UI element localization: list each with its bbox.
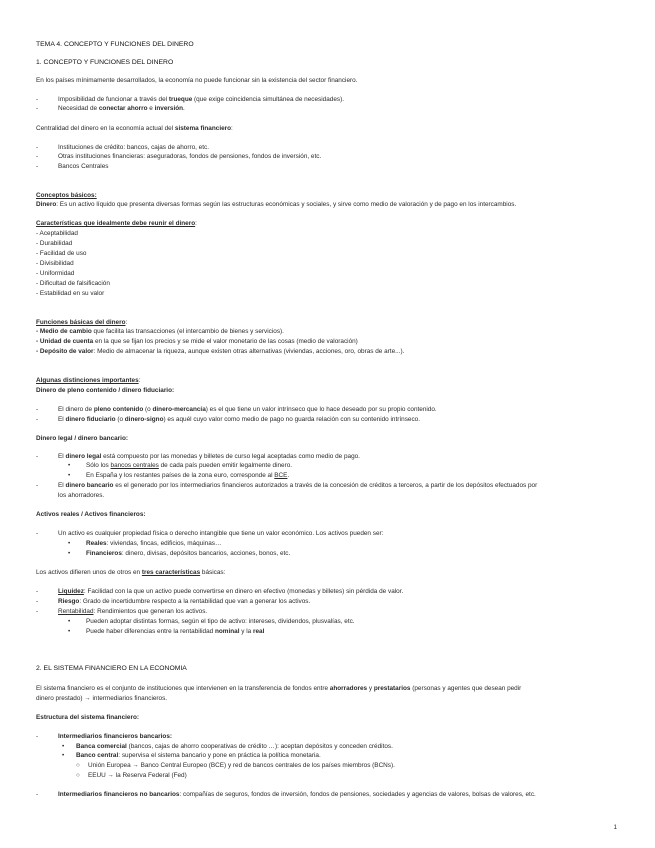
paragraph: Centralidad del dinero en la economía actual del sistema financiero: (36, 125, 233, 132)
list-item: Puede haber diferencias entre la rentabilidad nominal y la real (86, 628, 265, 635)
list-bullet: - (36, 733, 39, 740)
list-bullet: - (36, 598, 39, 605)
legal-heading: Dinero legal / dinero bancario: (36, 435, 128, 442)
list-bullet: - (36, 608, 39, 615)
list-item: Unión Europea → Banco Central Europeo (BCE) y red de bancos centrales de los países miembros (BCNs). (88, 762, 395, 769)
list-item: Liquidez: Facilidad con la que un activo puede convertirse en dinero en efectivo (monedas y billetes) sin pérdida de valor. (58, 588, 404, 595)
document-title: TEMA 4. CONCEPTO Y FUNCIONES DEL DINERO (36, 41, 194, 48)
list-bullet: ○ (76, 762, 80, 769)
list-item: Rentabilidad: Rendimientos que generan los activos. (58, 608, 208, 615)
list-item: En España y los restantes países de la zona euro, corresponde al BCE. (86, 472, 290, 479)
list-bullet: - (36, 791, 39, 798)
list-bullet: • (68, 540, 71, 547)
list-item: Bancos Centrales (58, 163, 109, 170)
list-bullet: • (68, 462, 71, 469)
paragraph: El sistema financiero es el conjunto de instituciones que intervienen en la transferencia de fondos entre ahorradores y prestatarios (personas y agentes que desean pedir (36, 685, 522, 692)
page-number: 1 (613, 824, 617, 831)
list-item: - Depósito de valor: Medio de almacenar la riqueza, aunque existen otras alternativas (viviendas, acciones, oro, obras de arte...). (36, 348, 405, 355)
list-item: Intermediarios financieros no bancarios: compañías de seguros, fondos de inversión, fondos de pensiones, sociedades y agencias de valores, bolsas de valores, etc. (58, 791, 536, 798)
list-item: Reales: viviendas, fincas, edificios, máquinas… (86, 540, 222, 547)
list-bullet: - (36, 453, 39, 460)
list-bullet: - (36, 96, 39, 103)
list-item: - Aceptabilidad (36, 230, 78, 237)
list-item: Pueden adoptar distintas formas, según el tipo de activo: intereses, dividendos, plusvalías, etc. (86, 618, 355, 625)
list-bullet: - (36, 530, 39, 537)
list-item: - Dificultad de falsificación (36, 280, 110, 287)
paragraph-continuation: dinero prestado) → intermediarios financieros. (36, 695, 168, 702)
list-item-continuation: los ahorradores. (58, 492, 105, 499)
list-item: - Unidad de cuenta en la que se fijan los precios y se mide el valor monetario de las cosas (medio de valoración) (36, 338, 358, 345)
list-bullet: - (36, 406, 39, 413)
list-bullet: • (68, 472, 71, 479)
list-bullet: - (36, 482, 39, 489)
list-bullet: • (62, 752, 65, 759)
funciones-heading: Funciones básicas del dinero: (36, 319, 128, 326)
list-item: El dinero bancario es el generado por los intermediarios financieros autorizados a través de la concesión de créditos a terceros, a partir de los depósitos efectuados por (58, 482, 538, 489)
distinciones-heading: Algunas distinciones importantes: (36, 377, 141, 384)
list-item: Intermediarios financieros bancarios: (58, 733, 173, 740)
list-item: El dinero fiduciario (o dinero-signo) es aquél cuyo valor como medio de pago no guarda relación con su contenido intrínseco. (58, 416, 420, 423)
list-bullet: - (36, 105, 39, 112)
list-item: Banca comercial (bancos, cajas de ahorro cooperativas de crédito …): aceptan depósitos y conceden créditos. (76, 743, 393, 750)
list-item: El dinero legal está compuesto por las monedas y billetes de curso legal aceptadas como medio de pago. (58, 453, 360, 460)
list-item: Imposibilidad de funcionar a través del trueque (que exige coincidencia simultánea de necesidades). (58, 96, 344, 103)
paragraph: Los activos difieren unos de otros en tres características básicas: (36, 569, 226, 576)
list-item: Un activo es cualquier propiedad física o derecho intangible que tiene un valor económico. Los activos pueden ser: (58, 530, 384, 537)
caracteristicas-heading: Características que idealmente debe reunir el dinero: (36, 220, 197, 227)
list-bullet: - (36, 153, 39, 160)
section-2-heading: 2. EL SISTEMA FINANCIERO EN LA ECONOMIA (36, 665, 187, 672)
list-item: - Medio de cambio que facilita las transacciones (el intercambio de bienes y servicios). (36, 328, 284, 335)
list-bullet: - (36, 144, 39, 151)
list-bullet: • (68, 618, 71, 625)
list-item: Financieros: dinero, divisas, depósitos bancarios, acciones, bonos, etc. (86, 550, 291, 557)
activos-heading: Activos reales / Activos financieros: (36, 511, 146, 518)
list-item: Sólo los bancos centrales de cada país pueden emitir legalmente dinero. (86, 462, 293, 469)
list-bullet: • (62, 743, 65, 750)
pleno-heading: Dinero de pleno contenido / dinero fiduciario: (36, 387, 175, 394)
list-bullet: - (36, 416, 39, 423)
list-item: - Uniformidad (36, 270, 75, 277)
list-item: Riesgo: Grado de incertidumbre respecto a la rentabilidad que van a generar los activos. (58, 598, 311, 605)
conceptos-heading: Conceptos básicos: (36, 192, 97, 199)
list-item: - Divisibilidad (36, 260, 74, 267)
list-item: - Facilidad de uso (36, 250, 87, 257)
list-item: - Durabilidad (36, 240, 73, 247)
list-item: El dinero de pleno contenido (o dinero-mercancía) es el que tiene un valor intrínseco que lo hace deseado por su propio contenido. (58, 406, 437, 413)
list-item: Instituciones de crédito: bancos, cajas de ahorro, etc. (58, 144, 209, 151)
list-bullet: - (36, 588, 39, 595)
section-1-heading: 1. CONCEPTO Y FUNCIONES DEL DINERO (36, 59, 174, 66)
list-item: Otras instituciones financieras: aseguradoras, fondos de pensiones, fondos de inversión, etc. (58, 153, 322, 160)
list-item: - Estabilidad en su valor (36, 290, 105, 297)
list-bullet: • (68, 628, 71, 635)
list-item: EEUU → la Reserva Federal (Fed) (88, 772, 187, 779)
list-bullet: ○ (76, 772, 80, 779)
list-item: Necesidad de conectar ahorro e inversión. (58, 105, 185, 112)
list-bullet: - (36, 163, 39, 170)
paragraph: En los países mínimamente desarrollados, la economía no puede funcionar sin la existencia del sector financiero. (36, 77, 358, 84)
estructura-heading: Estructura del sistema financiero: (36, 714, 139, 721)
list-item: Banco central: supervisa el sistema bancario y pone en práctica la política monetaria. (76, 752, 321, 759)
list-bullet: • (68, 550, 71, 557)
dinero-definition: Dinero: Es un activo líquido que presenta diversas formas según las estructuras económicas y sociales, y sirve como medio de valoración y de pago en los intercambios. (36, 201, 517, 208)
